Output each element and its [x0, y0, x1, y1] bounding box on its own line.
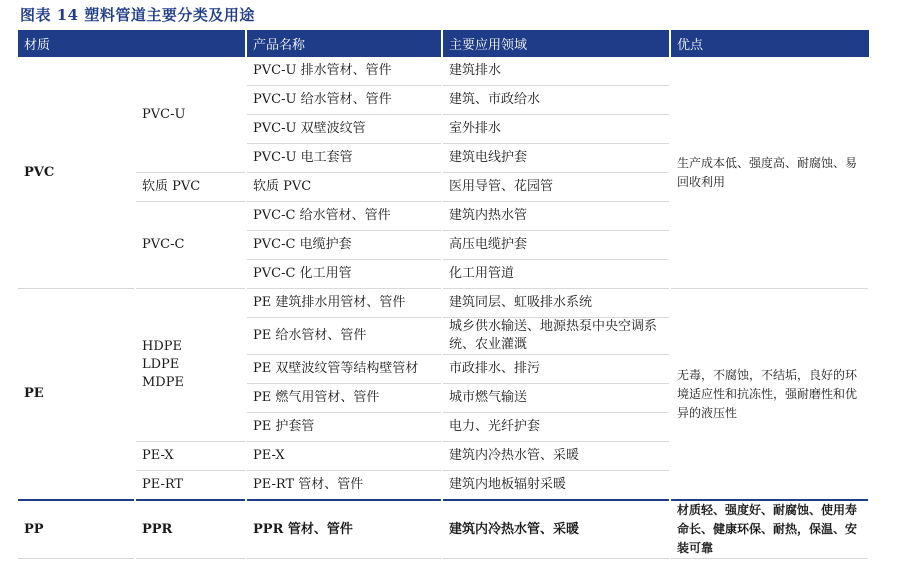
product-cell: PVC-U 给水管材、管件 — [246, 86, 442, 115]
application-cell: 室外排水 — [442, 115, 670, 144]
table-row — [18, 500, 869, 559]
product-cell: PPR 管材、管件 — [246, 500, 442, 559]
product-cell: PVC-C 化工用管 — [246, 260, 442, 289]
application-cell: 建筑内冷热水管、采暖 — [442, 442, 670, 471]
application-cell: 建筑同层、虹吸排水系统 — [442, 289, 670, 318]
product-cell: PE 双壁波纹管等结构壁管材 — [246, 355, 442, 384]
subtype-ppr: PPR — [135, 500, 246, 559]
subtype-pe-rt: PE-RT — [135, 471, 246, 501]
product-cell: PVC-C 给水管材、管件 — [246, 202, 442, 231]
application-cell: 电力、光纤护套 — [442, 413, 670, 442]
material-pe: PE — [18, 289, 135, 501]
product-cell: PE 给水管材、管件 — [246, 318, 442, 355]
advantage-pp: 材质轻、强度好、耐腐蚀、使用寿命长、健康环保、耐热，保温、安装可靠 — [670, 500, 869, 559]
application-cell: 城市燃气输送 — [442, 384, 670, 413]
application-cell: 医用导管、花园管 — [442, 173, 670, 202]
pipe-classification-table — [18, 30, 870, 559]
application-cell: 城乡供水输送、地源热泵中央空调系统、农业灌溉 — [442, 318, 670, 355]
product-cell: 软质 PVC — [246, 173, 442, 202]
figure-title: 图表 14 塑料管道主要分类及用途 — [20, 6, 255, 24]
table-row — [18, 57, 869, 86]
product-cell: PVC-C 电缆护套 — [246, 231, 442, 260]
subtype-pe-x: PE-X — [135, 442, 246, 471]
subtype-mdpe: MDPE — [142, 375, 184, 390]
product-cell: PE 燃气用管材、管件 — [246, 384, 442, 413]
product-cell: PE 建筑排水用管材、管件 — [246, 289, 442, 318]
product-cell: PE-RT 管材、管件 — [246, 471, 442, 501]
application-cell: 建筑、市政给水 — [442, 86, 670, 115]
material-pp: PP — [18, 500, 135, 559]
application-cell: 建筑内地板辐射采暖 — [442, 471, 670, 501]
product-cell: PE-X — [246, 442, 442, 471]
subtype-ldpe: LDPE — [142, 357, 180, 372]
application-cell: 建筑内冷热水管、采暖 — [442, 500, 670, 559]
application-cell: 建筑排水 — [442, 57, 670, 86]
product-cell: PVC-U 双壁波纹管 — [246, 115, 442, 144]
application-cell: 市政排水、排污 — [442, 355, 670, 384]
subtype-pe-densities — [135, 289, 246, 442]
application-cell: 化工用管道 — [442, 260, 670, 289]
header-application: 主要应用领域 — [442, 30, 670, 57]
application-cell: 建筑内热水管 — [442, 202, 670, 231]
header-product: 产品名称 — [246, 30, 442, 57]
product-cell: PE 护套管 — [246, 413, 442, 442]
subtype-pvc-c: PVC-C — [135, 202, 246, 289]
header-advantage: 优点 — [670, 30, 869, 57]
table-header-row — [18, 30, 869, 57]
advantage-pe: 无毒，不腐蚀，不结垢，良好的环境适应性和抗冻性，强耐磨性和优异的液压性 — [670, 289, 869, 501]
subtype-pvc-u: PVC-U — [135, 57, 246, 173]
header-material: 材质 — [18, 30, 246, 57]
application-cell: 高压电缆护套 — [442, 231, 670, 260]
application-cell: 建筑电线护套 — [442, 144, 670, 173]
table-row — [18, 289, 869, 318]
subtype-soft-pvc: 软质 PVC — [135, 173, 246, 202]
subtype-hdpe: HDPE — [142, 339, 182, 354]
product-cell: PVC-U 电工套管 — [246, 144, 442, 173]
advantage-pvc: 生产成本低、强度高、耐腐蚀、易回收利用 — [670, 57, 869, 289]
product-cell: PVC-U 排水管材、管件 — [246, 57, 442, 86]
material-pvc: PVC — [18, 57, 135, 289]
